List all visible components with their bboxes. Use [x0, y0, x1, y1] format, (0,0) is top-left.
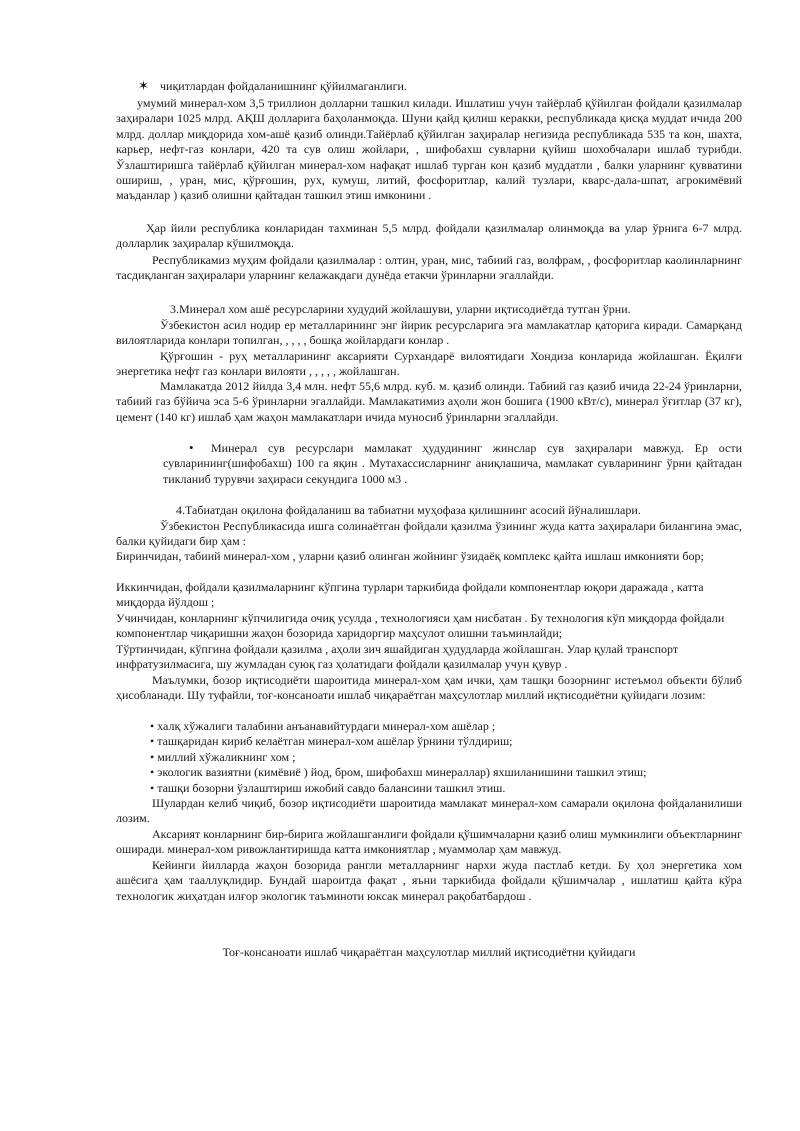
paragraph-16: Кейинги йилларда жаҳон бозорида рангли металларнинг нархи жуда пастлаб кетди. Бу ҳол энергетика хом ашёсига ҳам тааллуқлидир. Бундай шароитда фақат , яъни таркибида фойдали қўшимчалар , ишлатиш қайта кўра технологик жиҳатдан илғор экологик таъминоти юксак минерал рақобатбардош .	[116, 858, 742, 903]
list-item: • миллий хўжаликнинг хом ;	[150, 749, 296, 764]
paragraph-5: Қўрғошин - руҳ металларининг аксарияти Сурхандарё вилоятидаги Хондиза конларида жойлашган. Ёқилғи энергетика нефт газ конлари вилояти , , , , , жойлашган.	[116, 349, 742, 379]
requirements-list	[150, 719, 750, 796]
list-item: • ташқи бозорни ўзлаштириш ижобий савдо балансини ташкил этиш.	[150, 780, 506, 795]
paragraph-star-item: чиқитлардан фойдаланишнинг қўйилмаганлиги.	[160, 79, 407, 93]
paragraph-7: Минерал сув ресурслари мамлакат ҳудудининг жинслар сув заҳиралари мавжуд. Ер ости сувларининг(шифобахш) 100 га яқин . Мутахассисларнинг аниқлашича, мамлакат сувларининг ўрни қайтадан тикланиб турувчи заҳираси секундига 1000 м3 .	[163, 441, 742, 486]
paragraph-2: Ҳар йили республика конларидан тахминан 5,5 млрд. фойдали қазилмалар олинмоқда ва улар ўрнига 6-7 млрд. долларлик заҳиралар кўшилмоқда.	[116, 221, 742, 251]
paragraph-11: Учинчидан, конларнинг кўпчилигида очиқ усулда , технологияси ҳам нисбатан . Бу технология кўп миқдорда фойдали компонентлар чиқаришни жаҳон бозорида харидоргир маҳсулот олишни таъминлайди;	[116, 611, 725, 641]
paragraph-15: Аксарият конларнинг бир-бирига жойлашганлиги фойдали қўшимчаларни қазиб олиш мумкинлиги объектларнинг оширади. минерал-хом ривожлантиришда катта имкониятлар , муаммолар ҳам мавжуд.	[116, 827, 742, 857]
paragraph-13: Маълумки, бозор иқтисодиёти шароитида минерал-хом ҳам ички, ҳам ташқи бозорнинг истеъмол объекти бўлиб ҳисобланади. Шу туфайли, тоғ-консаноати ишлаб чиқараётган маҳсулотлар миллий иқтисодиётни қуйидаги лозим:	[116, 673, 742, 703]
paragraph-4: Ўзбекистон асил нодир ер металларининг энг йирик ресурсларига эга мамлакатлар қаторига киради. Самарқанд вилоятларида конлари топилган, , , , , бошқа жойлардаги конлар .	[116, 318, 742, 348]
paragraph-6: Мамлакатда 2012 йилда 3,4 млн. нефт 55,6 млрд. куб. м. қазиб олинди. Табиий газ қазиб ичида 22-24 ўринларни, табиий газ бўйича эса 5-6 ўринларни эгаллайди. Мамлакатимиз аҳоли жон бошига (1900 кВт/с), минерал ўғитлар (37 кг), цемент (140 кг) ишлаб ҳам жаҳон мамлакатлари ичида муносиб ўринларни эгаллайди.	[116, 379, 742, 424]
paragraph-10: Иккинчидан, фойдали қазилмаларнинг кўпгина турлари таркибида фойдали компонентлар юқори даражада , катта миқдорда йўлдош ;	[116, 580, 704, 610]
paragraph-12: Тўртинчидан, кўпгина фойдали қазилма , аҳоли зич яшайдиган ҳудудларда жойлашган. Улар қулай транспорт инфратузилмасига, шу жумладан суюқ газ ҳолатидаги фойдали қазилмалар учун қувур .	[116, 642, 679, 672]
star-bullet-icon: ✶	[138, 78, 149, 93]
list-item: • халқ хўжалиги талабини анъанавийтурдаги минерал-хом ашёлар ;	[150, 719, 496, 733]
paragraph-9: Биринчидан, табиий минерал-хом , уларни қазиб олинган жойнинг ўзидаёқ комплекс қайта ишлаш имконияти бор;	[116, 549, 704, 563]
closing-heading: Тоғ-консаноати ишлаб чиқараётган маҳсулотлар миллий иқтисодиётни қуйидаги	[222, 945, 636, 959]
list-item: • экологик вазиятни (кимёвиё ) йод, бром, шифобахш минераллар) яхшиланишини ташкил этиш;	[150, 765, 647, 780]
paragraph-3: Республикамиз муҳим фойдали қазилмалар : олтин, уран, мис, табиий газ, волфрам, , фосфоритлар каолинларнинг тасдиқланган заҳиралари уларнинг келажакдаги дунёда етакчи ўринларни эгаллайди.	[116, 253, 742, 283]
paragraph-1: умумий минерал-хом 3,5 триллион долларни ташкил килади. Ишлатиш учун тайёрлаб қўйилган фойдали қазилмалар заҳиралари 1025 млрд. АҚШ долларига баҳоланмоқда. Шуни қайд қилиш керакки, республикада қисқа муддат ичида 200 млрд. доллар миқдорида хом-ашё қазиб олинди.Тайёрлаб қўйилган заҳиралар негизида республикада 535 та кон, шахта, карьер, нефт-газ конлари, 420 та сув олиш жойлари, , шифобахш сувларни қуйиш шохобчалари ишлаб турибди. Ўзлаштиришга тайёрлаб қўйилган минерал-хом нафақат ишлаб турган кон қазиб муддатли , балки уларнинг қувватини ошириш, , уран, мис, қўрғошин, рух, кумуш, литий, фосфоритлар, калий тузлари, кварс-дала-шпат, агрокимёвий маъданлар ) қазиб олишни қайтадан ташкил этиш имконини .	[116, 96, 742, 203]
section-heading-3: 3.Минерал хом ашё ресурсларини худудий жойлашуви, уларни иқтисодиётда тутган ўрни.	[170, 302, 631, 316]
section-heading-4: 4.Табиатдан оқилона фойдаланиш ва табиатни муҳофаза қилишнинг асосий йўналишлари.	[176, 503, 641, 517]
list-item: • ташқаридан кириб келаётган минерал-хом ашёлар ўрнини тўлдириш;	[150, 734, 513, 749]
paragraph-14: Шулардан келиб чиқиб, бозор иқтисодиёти шароитида мамлакат минерал-хом самарали оқилона фойдаланилиши лозим.	[116, 796, 742, 826]
paragraph-8: Ўзбекистон Республикасида ишга солинаётган фойдали қазилма ўзининг жуда катта заҳиралари билангина эмас, балки қуйидаги бир ҳам :	[116, 519, 742, 549]
bullet-dot-icon: •	[189, 440, 194, 455]
